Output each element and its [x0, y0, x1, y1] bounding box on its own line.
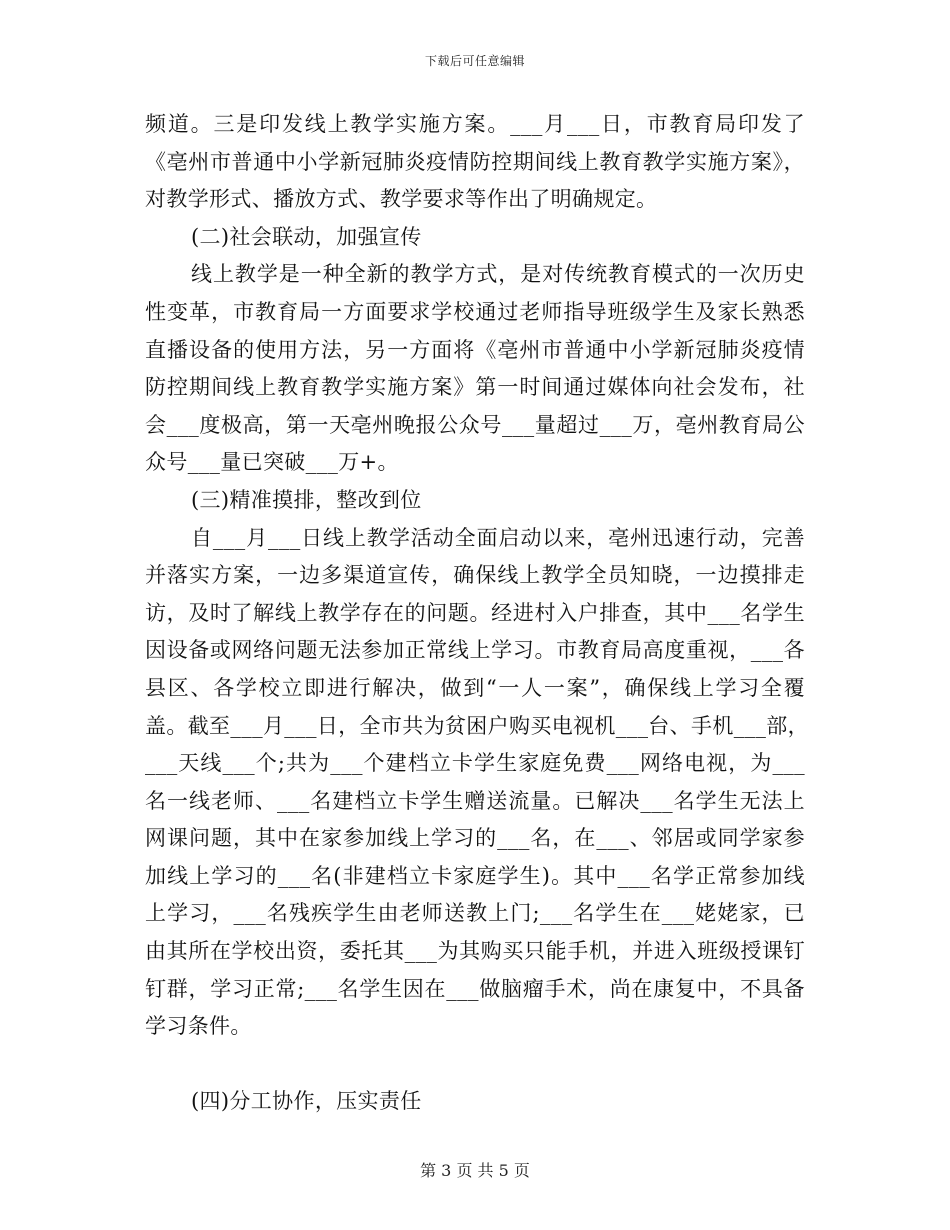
document-body: [145, 106, 809, 1121]
paragraph-line: 因设备或网络问题无法参加正常线上学习。市教育局高度重视，___各: [145, 638, 805, 663]
page-header: 下载后可任意编辑: [424, 54, 525, 68]
paragraph-line: 县区、各学校立即进行解决，做到“一人一案”，确保线上学习全覆: [145, 675, 805, 700]
paragraph-line: 网课问题，其中在家参加线上学习的___名，在___、邻居或同学家参: [145, 826, 805, 851]
paragraph-line: 并落实方案，一边多渠道宣传，确保线上教学全员知晓，一边摸排走: [145, 563, 805, 588]
paragraph-line-indented: 自___月___日线上教学活动全面启动以来，亳州迅速行动，完善: [191, 525, 805, 550]
paragraph-line: 众号___量已突破___万+。: [145, 450, 399, 475]
paragraph-line-indented: (二)社会联动，加强宣传: [191, 224, 422, 249]
paragraph-line: 性变革，市教育局一方面要求学校通过老师指导班级学生及家长熟悉: [145, 299, 805, 324]
paragraph-line: 防控期间线上教育教学实施方案》第一时间通过媒体向社会发布，社: [145, 375, 805, 400]
paragraph-line: 上学习，___名残疾学生由老师送教上门;___名学生在___姥姥家，已: [145, 901, 805, 926]
paragraph-line: [145, 1046, 805, 1084]
paragraph-line-indented: 线上教学是一种全新的教学方式，是对传统教育模式的一次历史: [191, 262, 805, 287]
page-footer: 第 3 页 共 5 页: [420, 1161, 530, 1180]
paragraph-line: 频道。三是印发线上教学实施方案。___月___日，市教育局印发了: [145, 112, 805, 136]
paragraph-line: 会___度极高，第一天亳州晚报公众号___量超过___万，亳州教育局公: [145, 412, 805, 437]
paragraph-line: 加线上学习的___名(非建档立卡家庭学生)。其中___名学正常参加线: [145, 863, 805, 888]
paragraph-line: 对教学形式、播放方式、教学要求等作出了明确规定。: [145, 187, 658, 212]
paragraph-line: 钉群，学习正常;___名学生因在___做脑瘤手术，尚在康复中，不具备: [145, 976, 805, 1001]
paragraph-line-indented: (四)分工协作，压实责任: [191, 1089, 422, 1114]
paragraph-line: 盖。截至___月___日，全市共为贫困户购买电视机___台、手机___部，: [145, 713, 809, 738]
paragraph-line-indented: (三)精准摸排，整改到位: [191, 487, 422, 512]
paragraph-line: 《亳州市普通中小学新冠肺炎疫情防控期间线上教育教学实施方案》，: [145, 149, 805, 174]
paragraph-line: ___天线___个;共为___个建档立卡学生家庭免费___网络电视，为___: [145, 751, 805, 776]
paragraph-line: 直播设备的使用方法，另一方面将《亳州市普通中小学新冠肺炎疫情: [145, 337, 805, 362]
paragraph-line: 学习条件。: [145, 1014, 252, 1039]
paragraph-line: 访，及时了解线上教学存在的问题。经进村入户排查，其中___名学生: [145, 600, 805, 625]
paragraph-line: 名一线老师、___名建档立卡学生赠送流量。已解决___名学生无法上: [145, 788, 805, 813]
paragraph-line: 由其所在学校出资，委托其___为其购买只能手机，并进入班级授课钉: [145, 939, 805, 964]
